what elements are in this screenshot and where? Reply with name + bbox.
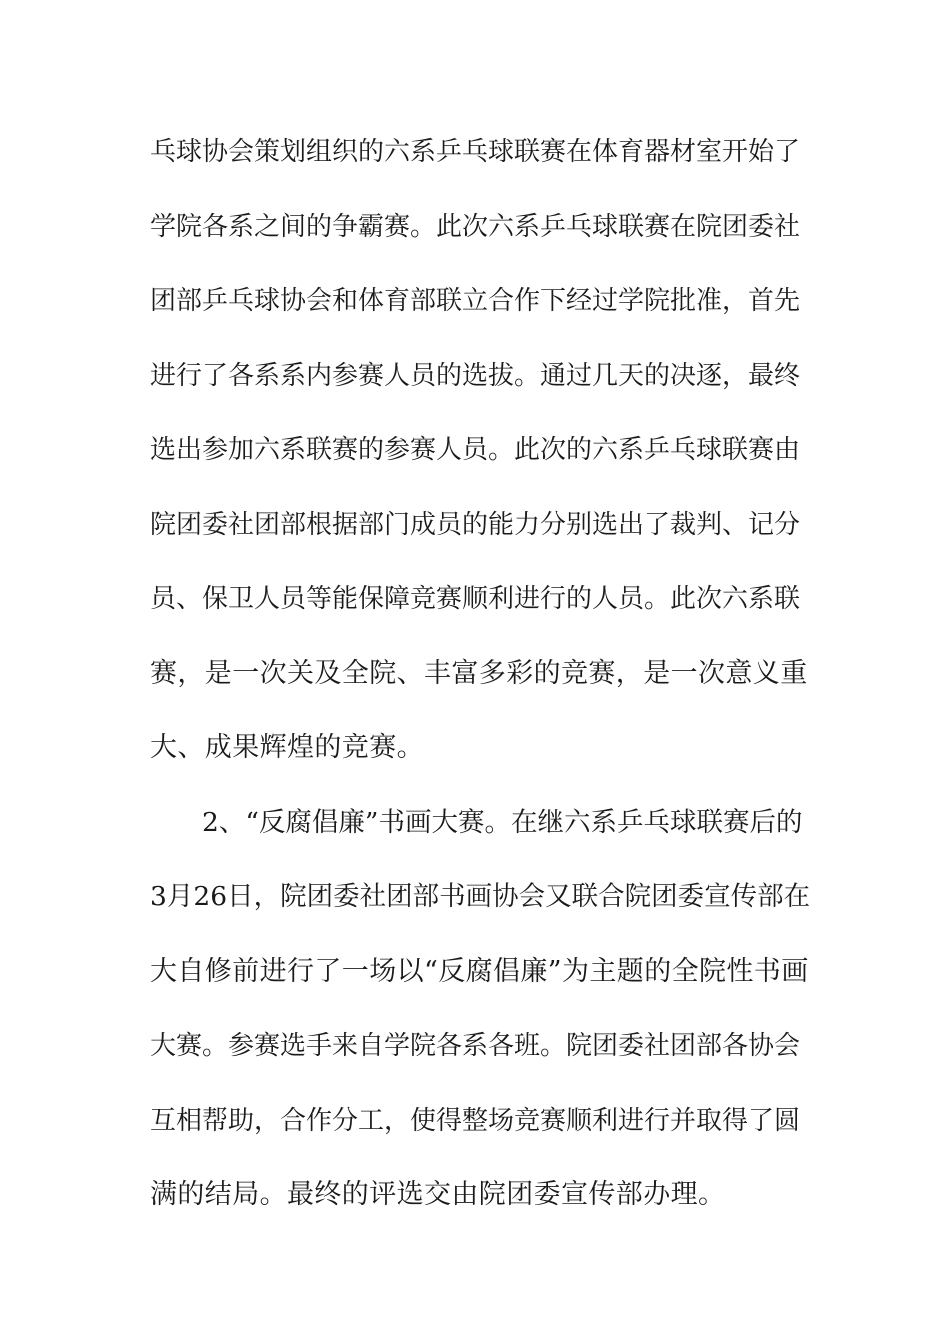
paragraph-2-line-3: 大自修前进行了一场以“反腐倡廉”为主题的全院性书画 [150,956,809,987]
paragraph-2-line-1: 2、“反腐倡廉”书画大赛。在继六系乒乓球联赛后的 [202,807,803,838]
paragraph-1-line-7: 员、保卫人员等能保障竞赛顺利进行的人员。此次六系联 [150,584,801,614]
paragraph-2-line-2: 3月26日，院团委社团部书画协会又联合院团委宣传部在 [150,881,811,912]
paragraph-1-line-6: 院团委社团部根据部门成员的能力分别选出了裁判、记分 [150,510,801,540]
paragraph-1-line-9: 大、成果辉煌的竞赛。 [150,732,424,763]
paragraph-1-line-3: 团部乒乓球协会和体育部联立合作下经过学院批准，首先 [150,286,801,316]
paragraph-1-line-8: 赛，是一次关及全院、丰富多彩的竞赛，是一次意义重 [150,658,808,689]
paragraph-2-line-5: 互相帮助，合作分工，使得整场竞赛顺利进行并取得了圆 [150,1106,801,1136]
paragraph-1-line-1: 乓球协会策划组织的六系乒乓球联赛在体育器材室开始了 [150,137,801,167]
paragraph-1-line-2: 学院各系之间的争霸赛。此次六系乒乓球联赛在院团委社 [150,212,801,242]
paragraph-2-line-4: 大赛。参赛选手来自学院各系各班。院团委社团部各协会 [150,1031,801,1061]
paragraph-1-line-5: 选出参加六系联赛的参赛人员。此次的六系乒乓球联赛由 [150,435,801,465]
paragraph-1-line-4: 进行了各系系内参赛人员的选拔。通过几天的决逐，最终 [150,361,801,391]
paragraph-2-line-6: 满的结局。最终的评选交由院团委宣传部办理。 [150,1179,726,1210]
